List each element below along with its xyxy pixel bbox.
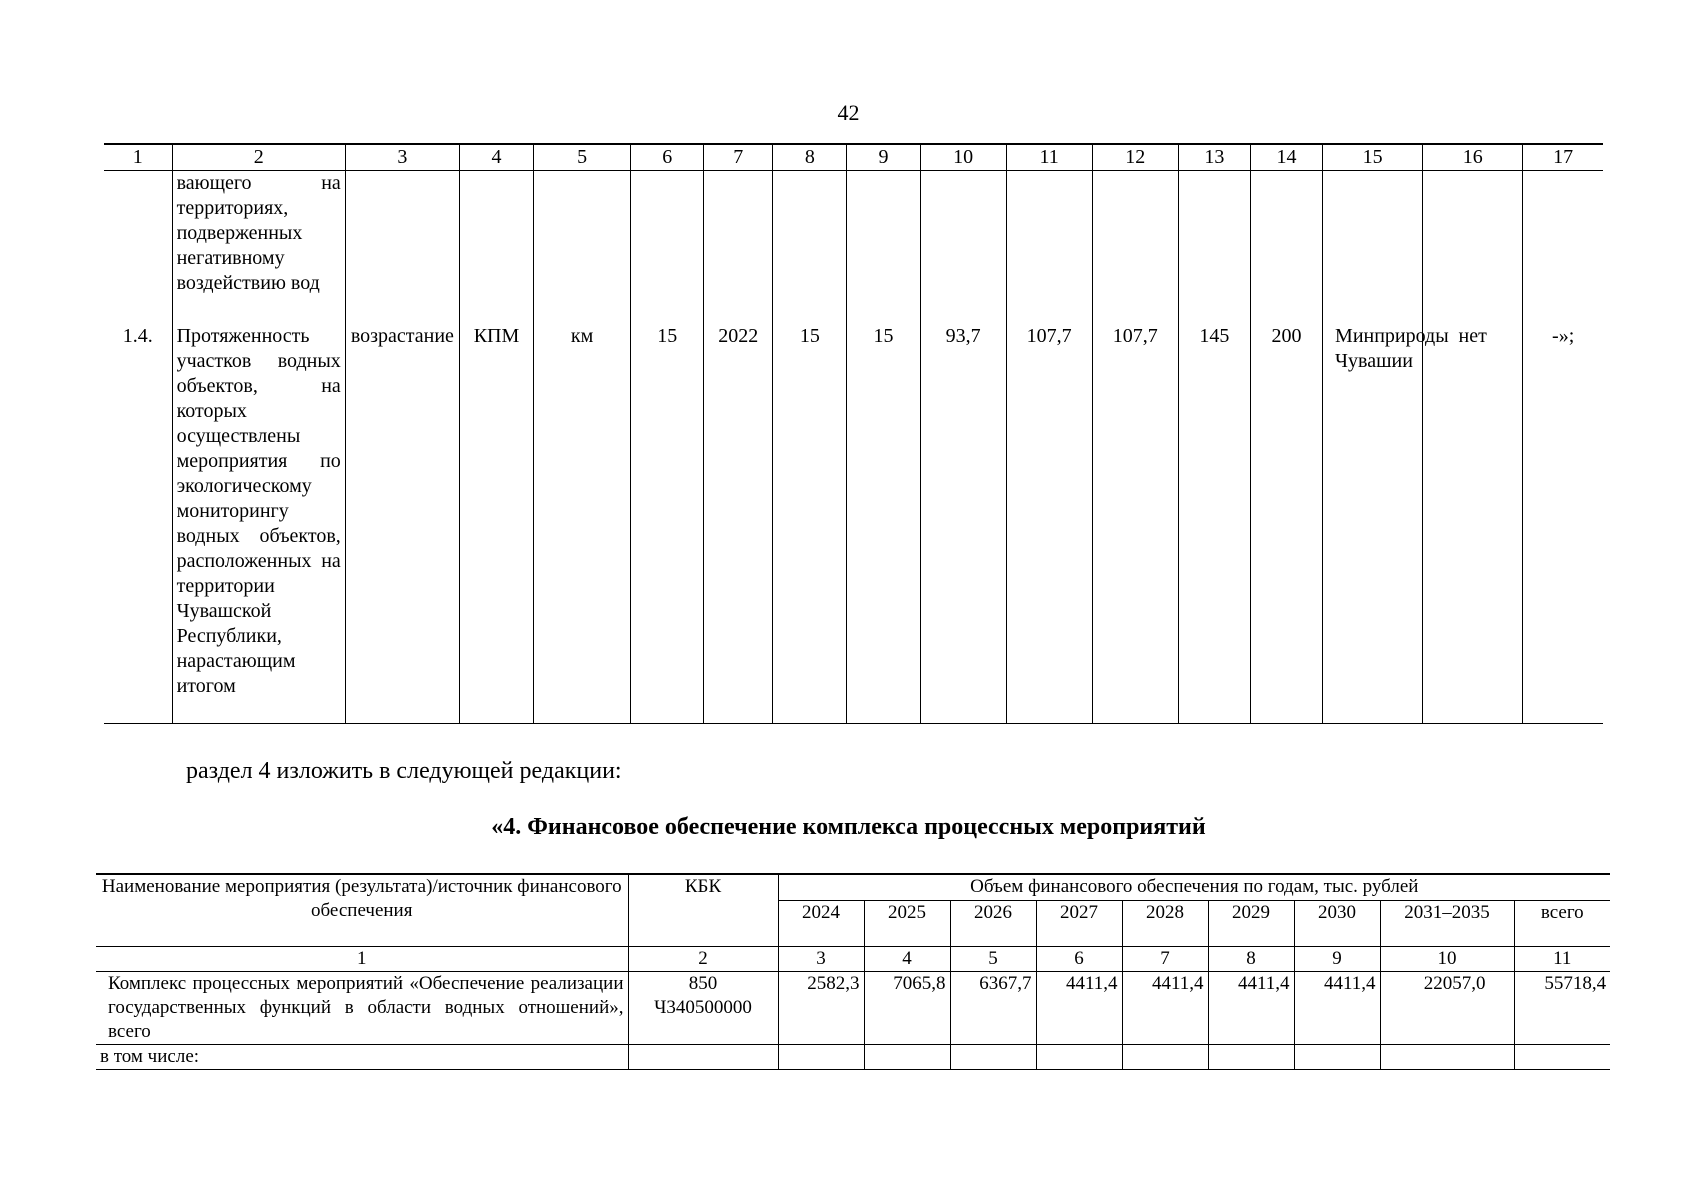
year-cell: всего [1514, 901, 1610, 947]
indicator-type: КПМ [459, 324, 533, 724]
kbk-cell [628, 972, 778, 1045]
amount-cell: 55718,4 [1514, 972, 1610, 1045]
table2-colnum-row [96, 947, 1610, 972]
amount-cell: 4411,4 [1122, 972, 1208, 1045]
table-cell [1323, 171, 1423, 324]
table-cell [920, 171, 1006, 324]
complex-name: Комплекс процессных мероприятий «Обеспечение реализации государственных функций в области водных отношений», всего [96, 972, 628, 1045]
amount-cell: 2582,3 [778, 972, 864, 1045]
value-cell: 107,7 [1092, 324, 1178, 724]
base-value: 15 [631, 324, 704, 724]
table-cell [1036, 1045, 1122, 1070]
table-cell [104, 171, 172, 324]
table1-header-cell: 16 [1423, 144, 1523, 171]
table-cell [628, 1045, 778, 1070]
year-cell: 2025 [864, 901, 950, 947]
year-cell: 2026 [950, 901, 1036, 947]
header-volume: Объем финансового обеспечения по годам, тыс. рублей [778, 874, 1610, 901]
table-cell [534, 171, 631, 324]
amount-cell: 7065,8 [864, 972, 950, 1045]
amount-cell: 4411,4 [1208, 972, 1294, 1045]
table2-including-row [96, 1045, 1610, 1070]
table1-header-cell: 9 [847, 144, 920, 171]
table2-complex-row [96, 972, 1610, 1045]
table-cell [1208, 1045, 1294, 1070]
colnum-cell: 2 [628, 947, 778, 972]
kbk-code-part1: 850 [688, 973, 718, 994]
amount-cell: 4411,4 [1294, 972, 1380, 1045]
table-cell [1178, 171, 1250, 324]
base-year: 2022 [704, 324, 773, 724]
table1-header-cell: 2 [172, 144, 345, 171]
kbk-code-part2: Ч340500000 [654, 997, 752, 1018]
table-cell [345, 171, 459, 324]
amount-cell: 6367,7 [950, 972, 1036, 1045]
table1-header-cell: 5 [534, 144, 631, 171]
table-cell [778, 1045, 864, 1070]
amount-cell: 4411,4 [1036, 972, 1122, 1045]
colnum-cell: 5 [950, 947, 1036, 972]
colnum-cell: 4 [864, 947, 950, 972]
table-cell [1006, 171, 1092, 324]
table1-header-cell: 1 [104, 144, 172, 171]
amount-cell: 22057,0 [1380, 972, 1514, 1045]
table-cell [1122, 1045, 1208, 1070]
colnum-cell: 8 [1208, 947, 1294, 972]
year-cell: 2031–2035 [1380, 901, 1514, 947]
unit: км [534, 324, 631, 724]
table-cell [1523, 171, 1603, 324]
value-cell: 15 [773, 324, 847, 724]
table-cell [847, 171, 920, 324]
year-cell: 2027 [1036, 901, 1122, 947]
table-cell [1380, 1045, 1514, 1070]
including-label: в том числе: [96, 1045, 628, 1070]
value-cell: 93,7 [920, 324, 1006, 724]
table-cell [864, 1045, 950, 1070]
value-cell: 145 [1178, 324, 1250, 724]
colnum-cell: 9 [1294, 947, 1380, 972]
section-title: «4. Финансовое обеспечение комплекса процессных мероприятий [491, 814, 1206, 840]
colnum-cell: 3 [778, 947, 864, 972]
table1-header-cell: 7 [704, 144, 773, 171]
table1-header-cell: 13 [1178, 144, 1250, 171]
intro-text: раздел 4 изложить в следующей редакции: [186, 758, 622, 784]
table-cell [1250, 171, 1322, 324]
header-kbk: КБК [628, 874, 778, 947]
table-cell [950, 1045, 1036, 1070]
table-cell [631, 171, 704, 324]
table2-header-row [96, 874, 1610, 901]
indicator-name: Протяженность участков водных объектов, на которых осуществлены мероприятия по экологическому мониторингу водных объектов, расположенных на территории Чувашской Республики, нарастающим итогом [172, 324, 345, 724]
table-cell [1514, 1045, 1610, 1070]
table-cell [704, 171, 773, 324]
row-number: 1.4. [104, 324, 172, 724]
table1-header-cell: 10 [920, 144, 1006, 171]
indicator-direction: возрастание [345, 324, 459, 724]
table-cell [1294, 1045, 1380, 1070]
colnum-cell: 1 [96, 947, 628, 972]
year-cell: 2024 [778, 901, 864, 947]
table-cell [459, 171, 533, 324]
value-cell: 200 [1250, 324, 1322, 724]
colnum-cell: 11 [1514, 947, 1610, 972]
table-cell [773, 171, 847, 324]
colnum-cell: 10 [1380, 947, 1514, 972]
table-cell [1423, 171, 1523, 324]
value-cell: 107,7 [1006, 324, 1092, 724]
table1-continuation-row [104, 171, 1603, 324]
table-cell [1092, 171, 1178, 324]
value-cell: 15 [847, 324, 920, 724]
table1-header-cell: 12 [1092, 144, 1178, 171]
header-name: Наименование мероприятия (результата)/источник финансового обеспечения [96, 874, 628, 947]
financing-table [96, 873, 1610, 1070]
table1-header-cell: 6 [631, 144, 704, 171]
table1-header-cell: 15 [1323, 144, 1423, 171]
year-cell: 2028 [1122, 901, 1208, 947]
value-cell: нет [1423, 324, 1523, 724]
indicators-table [104, 143, 1603, 724]
table1-row-1-4 [104, 324, 1603, 724]
table1-header-cell: 14 [1250, 144, 1322, 171]
table1-header-cell: 11 [1006, 144, 1092, 171]
responsible-body: Минприроды Чувашии [1323, 324, 1423, 724]
value-cell: -»; [1523, 324, 1603, 724]
colnum-cell: 7 [1122, 947, 1208, 972]
table1-header-row [104, 144, 1603, 171]
table1-header-cell: 3 [345, 144, 459, 171]
colnum-cell: 6 [1036, 947, 1122, 972]
table1-header-cell: 4 [459, 144, 533, 171]
year-cell: 2029 [1208, 901, 1294, 947]
indicator-name-continued: вающего на территориях, подверженных негативному воздействию вод [172, 171, 345, 324]
page-number: 42 [837, 100, 860, 125]
table1-header-cell: 17 [1523, 144, 1603, 171]
table1-header-cell: 8 [773, 144, 847, 171]
year-cell: 2030 [1294, 901, 1380, 947]
